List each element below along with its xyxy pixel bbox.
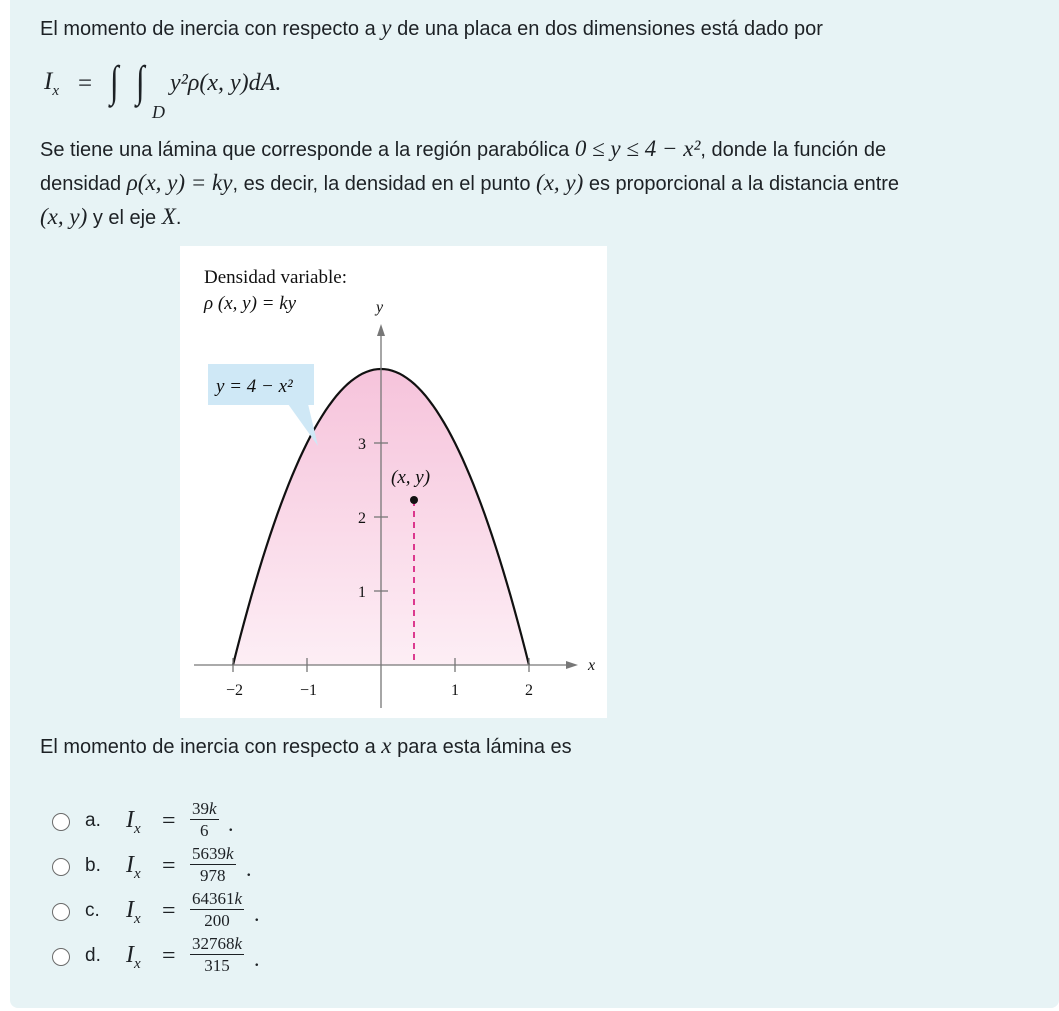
- description-text: densidad: [40, 173, 122, 195]
- density-function: ρ(x, y) = ky: [126, 170, 233, 195]
- option-letter: d.: [85, 945, 101, 966]
- question-text: [40, 729, 572, 764]
- region-inequality: 0 ≤ y ≤ 4 − x²: [574, 136, 701, 161]
- x-tick-label: −1: [300, 682, 318, 699]
- option-letter: c.: [85, 900, 100, 921]
- option-letter: a.: [85, 810, 101, 831]
- fraction-numerator: 64361k: [192, 889, 243, 908]
- description-text: y el eje: [92, 207, 157, 229]
- option-lhs: $I_x$: [126, 852, 141, 882]
- option-fraction: [190, 844, 236, 886]
- option-period: .: [254, 901, 260, 926]
- x-tick-label: 1: [451, 682, 459, 699]
- description-line-2: [40, 166, 899, 201]
- x-axis-name: X: [161, 204, 176, 229]
- question-part-b: para esta lámina es: [397, 736, 572, 758]
- figure-density-label: ρ (x, y) = ky: [204, 293, 297, 314]
- description-line-3: [40, 200, 181, 235]
- formula-lhs: $I_x$: [44, 68, 59, 99]
- option-equals: =: [162, 898, 176, 924]
- question-variable: x: [381, 733, 392, 758]
- fraction-denominator: 200: [204, 911, 230, 930]
- point-notation: (x, y): [40, 204, 88, 229]
- curve-label: y = 4 − x²: [216, 376, 293, 397]
- option-fraction: [190, 889, 244, 931]
- x-tick-label: 2: [525, 682, 533, 699]
- intro-variable: y: [381, 15, 392, 40]
- option-equals: =: [162, 943, 176, 969]
- option-equals: =: [162, 853, 176, 879]
- sample-point: [410, 496, 418, 504]
- description-text: , es decir, la densidad en el punto: [232, 173, 531, 195]
- fraction-numerator: 39k: [192, 799, 217, 818]
- y-tick-label: 3: [358, 436, 366, 453]
- description-line-1: [40, 132, 886, 167]
- integral-domain: D: [152, 102, 165, 122]
- description-text: , donde la función de: [700, 139, 887, 161]
- option-letter: b.: [85, 855, 101, 876]
- option-period: .: [246, 856, 252, 881]
- figure-title: Densidad variable:: [204, 267, 347, 288]
- option-b[interactable]: [50, 846, 450, 890]
- formula-integrand: y²ρ(x, y)dA.: [170, 70, 282, 96]
- option-fraction: [190, 934, 244, 976]
- point-notation: (x, y): [536, 170, 584, 195]
- option-lhs: $I_x$: [126, 807, 141, 837]
- question-part-a: El momento de inercia con respecto a: [40, 736, 376, 758]
- radio-button[interactable]: [52, 903, 70, 921]
- parabola-figure: [180, 246, 607, 718]
- description-text: es proporcional a la distancia entre: [588, 173, 900, 195]
- option-c[interactable]: [50, 891, 450, 935]
- intro-part-b: de una placa en dos dimensiones está dado por: [397, 18, 823, 40]
- x-tick-label: −2: [226, 682, 244, 699]
- y-tick-label: 1: [358, 584, 366, 601]
- fraction-denominator: 978: [200, 866, 226, 885]
- intro-text: [40, 11, 823, 46]
- fraction-numerator: 5639k: [192, 844, 234, 863]
- option-period: .: [254, 946, 260, 971]
- option-period: .: [228, 811, 234, 836]
- fraction-numerator: 32768k: [192, 934, 243, 953]
- option-lhs: $I_x$: [126, 942, 141, 972]
- option-a[interactable]: [50, 801, 450, 845]
- y-axis-label: y: [376, 299, 384, 316]
- fraction-denominator: 6: [200, 821, 209, 840]
- x-axis-arrow: [566, 661, 578, 669]
- description-text: .: [175, 207, 182, 229]
- x-axis-label: x: [588, 657, 596, 674]
- option-fraction: [190, 799, 219, 841]
- radio-button[interactable]: [52, 948, 70, 966]
- radio-button[interactable]: [52, 813, 70, 831]
- option-d[interactable]: [50, 936, 450, 980]
- description-text: Se tiene una lámina que corresponde a la región parabólica: [40, 139, 570, 161]
- option-equals: =: [162, 808, 176, 834]
- integral-sign-1: ∫: [110, 57, 119, 106]
- y-tick-label: 2: [358, 510, 366, 527]
- radio-button[interactable]: [52, 858, 70, 876]
- intro-part-a: El momento de inercia con respecto a: [40, 18, 376, 40]
- integral-sign-2: ∫: [136, 57, 145, 106]
- option-lhs: $I_x$: [126, 897, 141, 927]
- y-axis-arrow: [377, 324, 385, 336]
- inertia-formula: [44, 57, 364, 126]
- fraction-denominator: 315: [204, 956, 230, 975]
- point-label: (x, y): [391, 467, 431, 488]
- formula-equals: =: [78, 70, 93, 97]
